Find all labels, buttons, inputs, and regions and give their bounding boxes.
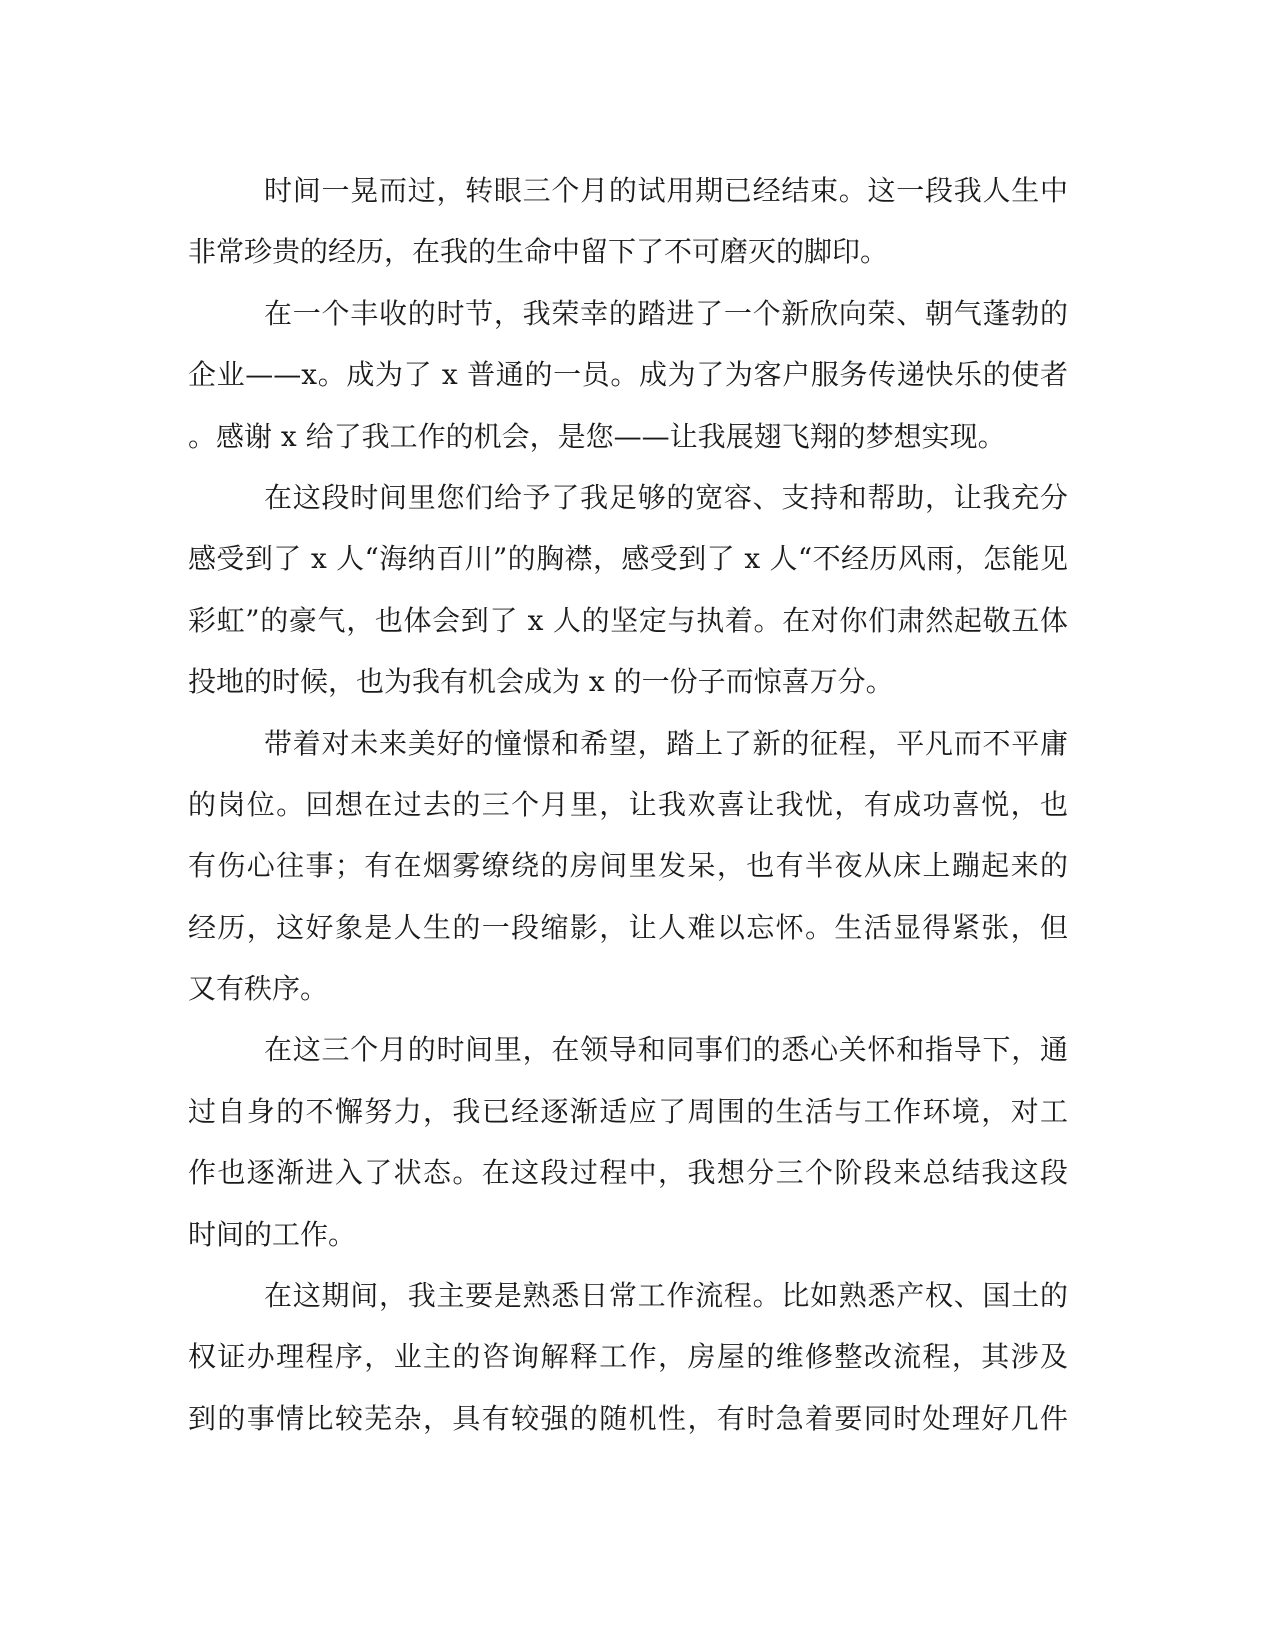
paragraph <box>188 160 1068 283</box>
paragraph <box>188 713 1068 1020</box>
text-line: 有伤心往事；有在烟雾缭绕的房间里发呆，也有半夜从床上蹦起来的 <box>188 849 1068 883</box>
text-line: 在一个丰收的时节，我荣幸的踏进了一个新欣向荣、朝气蓬勃的 <box>264 296 1068 330</box>
text-line: 权证办理程序，业主的咨询解释工作，房屋的维修整改流程，其涉及 <box>188 1340 1068 1374</box>
text-line: 作也逐渐进入了状态。在这段过程中，我想分三个阶段来总结我这段 <box>188 1156 1068 1190</box>
text-line: 又有秩序。 <box>188 972 329 1006</box>
paragraph <box>188 1265 1068 1449</box>
text-line: 。感谢 x 给了我工作的机会，是您——让我展翅飞翔的梦想实现。 <box>188 419 1006 453</box>
paragraph <box>188 1019 1068 1265</box>
text-line: 感受到了 x 人“海纳百川”的胸襟，感受到了 x 人“不经历风雨，怎能见 <box>188 542 1068 576</box>
paragraph <box>188 283 1068 467</box>
text-line: 到的事情比较芜杂，具有较强的随机性，有时急着要同时处理好几件 <box>188 1401 1068 1435</box>
document-body <box>188 160 1068 1449</box>
paragraph <box>188 467 1068 713</box>
text-line: 企业——x。成为了 x 普通的一员。成为了为客户服务传递快乐的使者 <box>188 358 1068 392</box>
text-line: 彩虹”的豪气，也体会到了 x 人的坚定与执着。在对你们肃然起敬五体 <box>188 603 1068 637</box>
text-line: 时间一晃而过，转眼三个月的试用期已经结束。这一段我人生中 <box>264 174 1068 207</box>
text-line: 的岗位。回想在过去的三个月里，让我欢喜让我忧，有成功喜悦，也 <box>188 787 1068 821</box>
text-line: 时间的工作。 <box>188 1217 357 1251</box>
text-line: 在这段时间里您们给予了我足够的宽容、支持和帮助，让我充分 <box>264 480 1068 514</box>
text-line: 在这三个月的时间里，在领导和同事们的悉心关怀和指导下，通 <box>264 1033 1068 1067</box>
text-line: 在这期间，我主要是熟悉日常工作流程。比如熟悉产权、国土的 <box>264 1279 1068 1313</box>
text-line: 带着对未来美好的憧憬和希望，踏上了新的征程，平凡而不平庸 <box>264 726 1068 760</box>
text-line: 投地的时候，也为我有机会成为 x 的一份子而惊喜万分。 <box>188 665 894 699</box>
text-line: 非常珍贵的经历，在我的生命中留下了不可磨灭的脚印。 <box>188 235 889 269</box>
text-line: 过自身的不懈努力，我已经逐渐适应了周围的生活与工作环境，对工 <box>188 1094 1068 1128</box>
text-line: 经历，这好象是人生的一段缩影，让人难以忘怀。生活显得紧张，但 <box>188 910 1068 944</box>
